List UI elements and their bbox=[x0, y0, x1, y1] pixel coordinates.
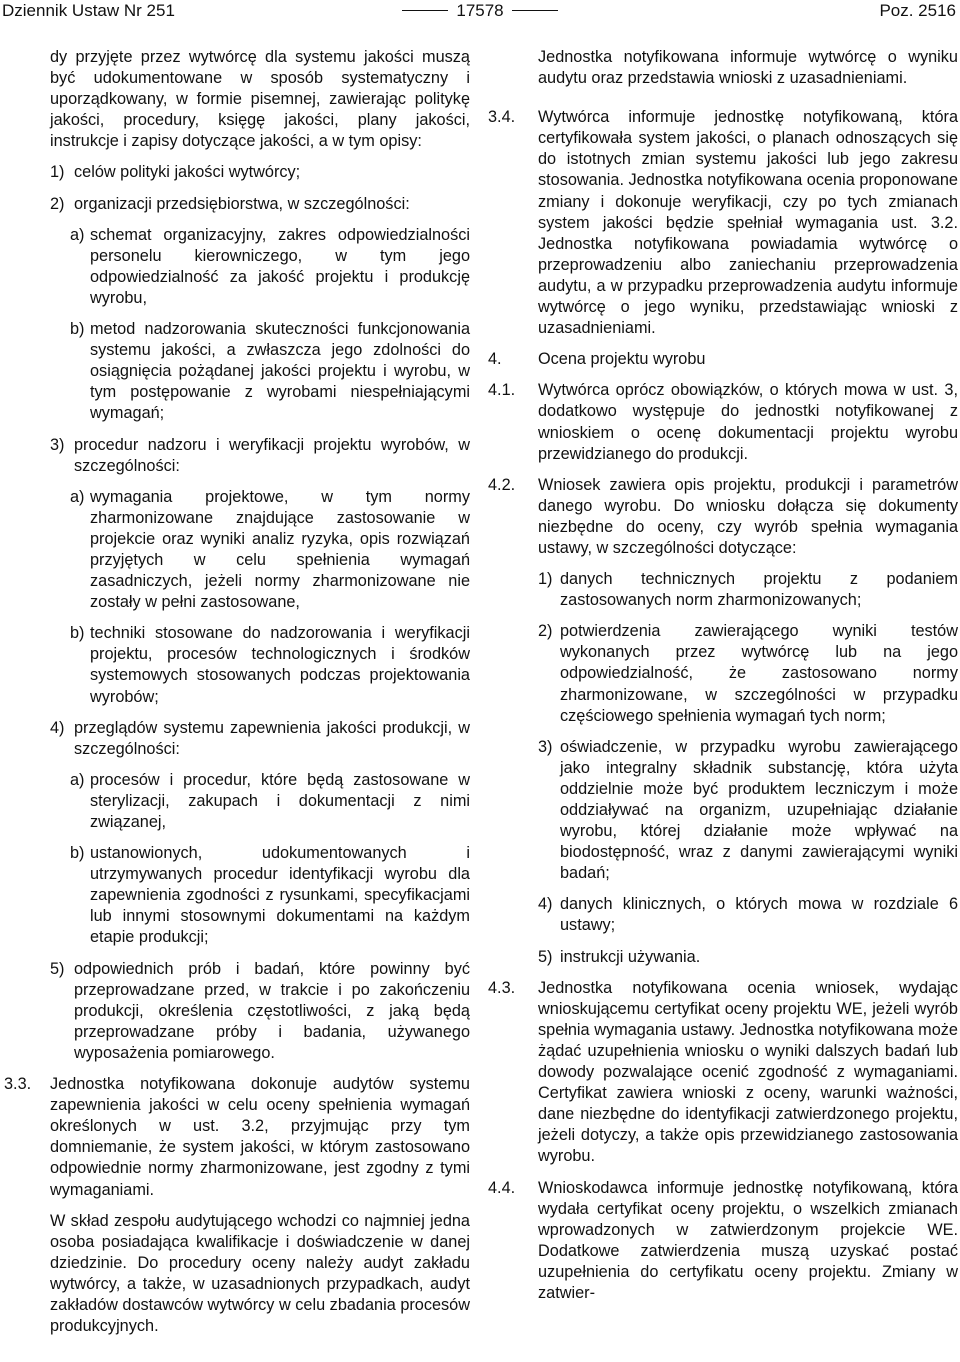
list-item-number: 2) bbox=[50, 194, 65, 213]
section-number: 4.4. bbox=[488, 1178, 516, 1197]
list-item-text: organizacji przedsiębiorstwa, w szczególności: bbox=[74, 194, 410, 213]
page-number bbox=[0, 0, 960, 22]
sub-list-item-text: schemat organizacyjny, zakres odpowiedzialności personelu kierowniczego, w tym jego odpowiedzialność za jakość projektu i produkcję wyrobu, bbox=[90, 225, 470, 307]
section-3-4 bbox=[488, 107, 958, 339]
list-item-number: 3) bbox=[50, 435, 65, 454]
section-4 bbox=[488, 349, 958, 370]
list-item-number: 3) bbox=[538, 737, 553, 756]
sub-list-item-letter: a) bbox=[70, 487, 85, 506]
section-number: 3.4. bbox=[488, 108, 516, 127]
section-number: 3.3. bbox=[4, 1075, 32, 1094]
sub-list-item bbox=[4, 225, 470, 309]
list-item bbox=[4, 959, 470, 1064]
sub-list-item bbox=[4, 843, 470, 948]
left-column bbox=[4, 47, 470, 1347]
sub-list-item-letter: b) bbox=[70, 844, 85, 863]
list-item bbox=[488, 621, 958, 726]
list-item bbox=[4, 718, 470, 760]
section-4-2 bbox=[488, 475, 958, 559]
list-item-text: danych technicznych projektu z podaniem zastosowanych norm zharmonizowanych; bbox=[560, 570, 958, 610]
section-4-1 bbox=[488, 380, 958, 464]
section-4-4 bbox=[488, 1178, 958, 1305]
page-header bbox=[0, 0, 960, 22]
section-paragraph: W skład zespołu audytującego wchodzi co najmniej jedna osoba posiadająca kwalifikacje i doświadczenie w danej dziedzinie. Do procedury oceny należy audyt zakładu wytwórcy, a także, w uzasadnionych przypadkach, audyt zakładów dostawców wytwórcy w celu zbadania procesów produkcyjnych. bbox=[50, 1211, 470, 1336]
sub-list-item bbox=[4, 623, 470, 707]
section-number: 4.1. bbox=[488, 381, 516, 400]
sub-list-item bbox=[4, 770, 470, 833]
section-paragraph: Jednostka notyfikowana dokonuje audytów systemu zapewnienia jakości w celu oceny spełnienia wymagań określonych w ust. 3.2, przyjmując przy tym domniemanie, że system jakości, w którym zastosowano odpowiednie normy zharmonizowane, jest zgodny z tymi wymaganiami. bbox=[50, 1075, 470, 1199]
dash-left bbox=[402, 10, 448, 11]
sub-list-item-text: techniki stosowane do nadzorowania i weryfikacji projektu, procesów technologicznych i środków systemowych stosowanych podczas projektowania wyrobów; bbox=[90, 624, 470, 706]
sub-list-item-text: wymagania projektowe, w tym normy zharmonizowane znajdujące zastosowanie w projekcie oraz wyniki analiz ryzyka, opis rozwiązań przyjętych w celu spełnienia wymagań zasadniczych, jeżeli normy zharmonizowane nie zostały w pełni zastosowane, bbox=[90, 487, 470, 612]
section-number: 4. bbox=[488, 350, 502, 369]
position-reference: Poz. 2516 bbox=[879, 1, 956, 20]
list-item-number: 2) bbox=[538, 622, 553, 641]
section-number: 4.2. bbox=[488, 475, 516, 494]
list-item-text: instrukcji używania. bbox=[560, 947, 701, 966]
list-item-number: 4) bbox=[50, 718, 65, 737]
section-text: Wytwórca oprócz obowiązków, o których mowa w ust. 3, dodatkowo występuje do jednostki notyfikowanej z wnioskiem o ocenę dokumentacji projektu wyrobu przewidzianego do produkcji. bbox=[538, 381, 958, 463]
list-item-number: 4) bbox=[538, 895, 553, 914]
section-text: Wnioskodawca informuje jednostkę notyfikowaną, która wydała certyfikat oceny projektu, o wszelkich zmianach wprowadzonych w zatwierdzonym projekcie WE. Dodatkowe zatwierdzenia muszą uzyskać postać uzupełnienia do certyfikatu oceny projektu. Zmiany w zatwier- bbox=[538, 1178, 958, 1302]
list-item bbox=[488, 894, 958, 936]
section-4-3 bbox=[488, 978, 958, 1168]
list-item-number: 5) bbox=[538, 947, 553, 966]
list-item-text: przeglądów systemu zapewnienia jakości produkcji, w szczególności: bbox=[74, 718, 470, 758]
sub-list-item-text: metod nadzorowania skuteczności funkcjonowania systemu jakości, a zwłaszcza jego zdolności do osiągnięcia pożądanej jakości projektu i wyrobu, w tym postępowanie z wyrobami niespełniającymi wymagań; bbox=[90, 320, 470, 423]
list-item-text: potwierdzenia zawierającego wyniki testów wykonanych przez wytwórcę lub na jego odpowiedzialność, że zastosowano normy zharmonizowane, w szczególności w przypadku częściowego spełnienia wymagań tych norm; bbox=[560, 622, 958, 725]
section-3-3 bbox=[4, 1074, 470, 1337]
list-item-text: procedur nadzoru i weryfikacji projektu wyrobów, w szczególności: bbox=[74, 435, 470, 475]
list-item bbox=[4, 162, 470, 183]
sub-list-item bbox=[4, 319, 470, 424]
sub-list-item-text: procesów i procedur, które będą zastosowane w sterylizacji, zakupach i dokumentacji z nimi związanej, bbox=[90, 770, 470, 831]
list-item-number: 1) bbox=[538, 570, 553, 589]
list-item bbox=[488, 947, 958, 968]
sub-list-item-letter: b) bbox=[70, 320, 85, 339]
list-item-text: odpowiednich prób i badań, które powinny być przeprowadzane przed, w trakcie i po zakończeniu produkcji, określenia częstotliwości, z jaką będą przeprowadzane próby i badania, używanego wyposażenia pomiarowego. bbox=[74, 959, 470, 1062]
sub-list-item-letter: b) bbox=[70, 624, 85, 643]
sub-list-item-letter: a) bbox=[70, 770, 85, 789]
list-item-text: oświadczenie, w przypadku wyrobu zawierającego jako integralny składnik substancję, która użyta oddzielnie może być produktem leczniczym i może oddziaływać na organizm, uzupełniając działanie wyrobu, której działanie może wpływać na biodostępność, wraz z danymi zawierającymi wyniki badań; bbox=[560, 737, 958, 883]
section-text: Jednostka notyfikowana ocenia wniosek, wydając wnioskującemu certyfikat oceny projektu WE, jeżeli wyrób spełnia wymagania ustawy. Jednostka notyfikowana może żądać uzupełnienia wniosku o wyniki dalszych badań lub dowody pozwalające ocenić zgodność z wymaganiami. Certyfikat zawiera wnioski z oceny, warunki ważności, dane niezbędne do identyfikacji zatwierdzonego projektu, jeżeli dotyczy, a także opis przewidzianego zastosowania wyrobu. bbox=[538, 978, 958, 1166]
right-column bbox=[488, 47, 958, 1314]
list-item bbox=[488, 737, 958, 885]
list-item-text: celów polityki jakości wytwórcy; bbox=[74, 163, 301, 182]
section-heading: Ocena projektu wyrobu bbox=[538, 350, 706, 369]
sub-list-item-letter: a) bbox=[70, 225, 85, 244]
list-item bbox=[4, 194, 470, 215]
right-intro-paragraph: Jednostka notyfikowana informuje wytwórcę o wyniku audytu oraz przedstawia wnioski z uzasadnieniami. bbox=[538, 48, 958, 88]
sub-list-item-text: ustanowionych, udokumentowanych i utrzymywanych procedur identyfikacji wyrobu dla zapewnienia zgodności z rysunkami, specyfikacjami lub innymi stosownymi dokumentami na każdym etapie produkcji; bbox=[90, 844, 470, 947]
list-item bbox=[4, 435, 470, 477]
list-item bbox=[488, 569, 958, 611]
dash-right bbox=[512, 10, 558, 11]
page-number-text: 17578 bbox=[456, 1, 504, 20]
left-intro-paragraph: dy przyjęte przez wytwórcę dla systemu jakości muszą być udokumentowane w sposób systematyczny i uporządkowany, w formie pisemnej, zawierając politykę jakości, procedury, księgę jakości, plany jakości, instrukcje i zapisy dotyczące jakości, a w tym opisy: bbox=[50, 48, 470, 151]
list-item-text: danych klinicznych, o których mowa w rozdziale 6 ustawy; bbox=[560, 895, 958, 935]
list-item-number: 5) bbox=[50, 959, 65, 978]
list-item-number: 1) bbox=[50, 163, 65, 182]
sub-list-item bbox=[4, 487, 470, 614]
journal-title: Dziennik Ustaw Nr 251 bbox=[2, 1, 175, 20]
section-text: Wniosek zawiera opis projektu, produkcji i parametrów danego wyrobu. Do wniosku dołącza się dokumenty niezbędne do oceny, czy wyrób spełnia wymagania ustawy, w szczególności dotyczące: bbox=[538, 475, 958, 557]
section-number: 4.3. bbox=[488, 978, 516, 997]
section-text: Wytwórca informuje jednostkę notyfikowaną, która certyfikowała system jakości, o planach odnoszących się do istotnych zmian systemu jakości lub jego zakresu stosowania. Jednostka notyfikowana ocenia proponowane zmiany i dokonuje weryfikacji, czy po tych zmianach system jakości będzie spełniał wymagania ust. 3.2. Jednostka notyfikowana powiadamia wytwórcę o przeprowadzeniu albo zaniechaniu przeprowadzenia audytu, a w przypadku przeprowadzenia audytu informuje wytwórcę o jego wyniku, przedstawiając wnioski z uzasadnieniami. bbox=[538, 108, 958, 338]
